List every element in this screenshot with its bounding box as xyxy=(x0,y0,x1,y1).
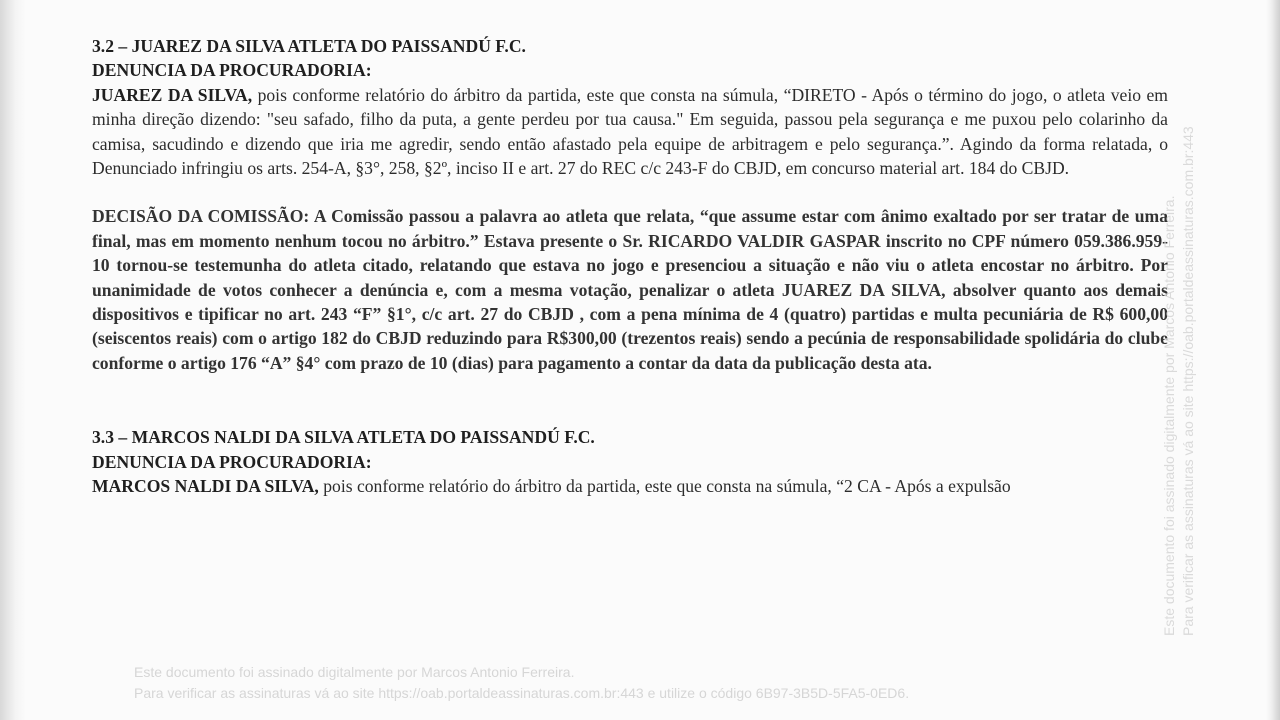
complaint-subheading: DENUNCIA DA PROCURADORIA: xyxy=(92,451,372,472)
complaint-subheading: DENUNCIA DA PROCURADORIA: xyxy=(92,60,372,81)
scan-page-shadow-left xyxy=(0,0,26,720)
section-heading: 3.3 – MARCOS NALDI DA SILVA ATLETA DO PAISSANDÚ F.C. xyxy=(92,427,595,448)
complaint-paragraph xyxy=(92,83,1168,181)
signature-line: Este documento foi assinado digitalmente por Marcos Antonio Ferreira. xyxy=(134,664,575,680)
spacer xyxy=(92,375,1168,425)
scan-page-shadow-right xyxy=(1266,0,1280,720)
section-heading: 3.2 – JUAREZ DA SILVA ATLETA DO PAISSANDÚ F.C. xyxy=(92,36,526,56)
complaint-paragraph xyxy=(92,474,1168,498)
decision-paragraph: DECISÃO DA COMISSÃO: A Comissão passou a palavra ao atleta que relata, “que assume estar com ânimo exaltado por ser tratar de uma final, mas em momento nenhum tocou no árbitro.” Estava presente o Sr. RICARDO VALDIR GASPAR inscrito no CPF número 059.386.959-10 tornou-se testemunha do atleta citado, relatando que estava no jogo e presenciou a situação e não viu o atleta encostar no árbitro. Por unanimidade de votos conhecer a denúncia e, com a mesma votação, penalizar o atleta JUAREZ DA SILVA, absolver quanto aos demais dispositivos e tipificar no art. 243 “F” §1°, c/c art. 27 do CBJD , com a pena mínima de 4 (quatro) partidas e multa pecuniária de R$ 600,00 (seiscentos reais) com o artigo 182 do CBJD reduzindo para R$300,00 (trezentos reais) sendo a pecúnia de responsabilidade spolidária do clube conforme o artigo 176 “A” §4° com prazo de 10 (dias) para pagamento a contar da data da publicação desta ata. xyxy=(92,206,1168,373)
complaint-text: pois conforme relatório do árbitro da partida, este que consta na súmula, “DIRETO - Após o término do jogo, o atleta veio em minha direção dizendo: "seu safado, filho da puta, a gente perdeu por tua causa." Em seguida, passou pela segurança e me puxou pelo colarinho da camisa, sacudindo e dizendo que iria me agredir, sendo então afastado pela equipe de arbitragem e pelo segurança.”. Agindo da forma relatada, o Denunciado infringiu os arts. 254-A, §3°, 258, §2º, inciso II e art. 27 do REC c/c 243-F do CBJD, em concurso material art. 184 do CBJD. xyxy=(92,84,1168,179)
defendant-name: JUAREZ DA SILVA, xyxy=(92,84,253,105)
signature-verify-line: Para verificar as assinaturas vá ao site https://oab.portaldeassinaturas.com.br:443 e utilize o código 6B97-3B5D-5FA5-0ED6. xyxy=(134,685,910,701)
section-3-3 xyxy=(92,425,1168,498)
spacer xyxy=(92,180,1168,204)
digital-signature-side xyxy=(1160,126,1198,636)
defendant-name: MARCOS NALDI DA SILVA, xyxy=(92,476,319,497)
digital-signature-footer xyxy=(134,662,909,704)
signature-line: Este documento foi assinado digitalmente por Marcos Antonio Ferreira. xyxy=(1161,195,1177,636)
complaint-text: pois conforme relatório do árbitro da partida, este que consta na súmula, “2 CA - Após a expulsão xyxy=(318,476,1011,497)
signature-verify-line: Para verificar as assinaturas vá ao site https://oab.portaldeassinaturas.com.br:443 xyxy=(1180,126,1196,636)
section-3-2 xyxy=(92,34,1168,375)
document-body xyxy=(92,34,1168,499)
